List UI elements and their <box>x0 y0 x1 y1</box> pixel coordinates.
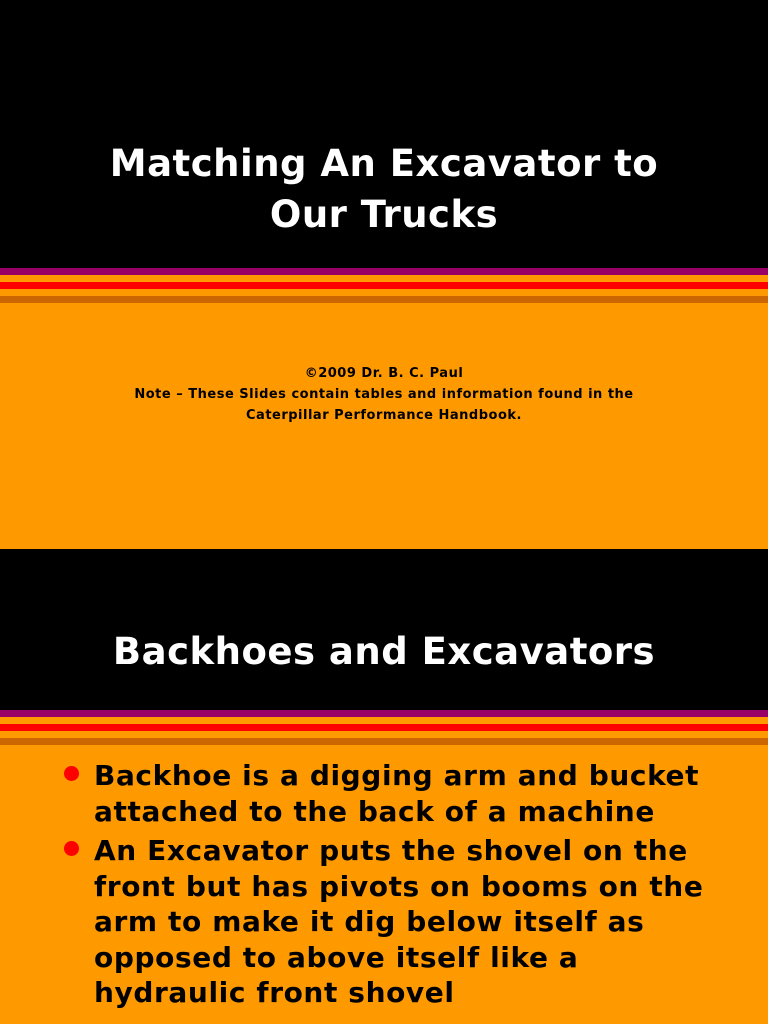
bullet-dot-icon <box>64 841 79 856</box>
stripe <box>0 282 768 289</box>
bullet-item <box>62 833 742 1011</box>
stripe <box>0 275 768 282</box>
bullet-text-line: Backhoe is a digging arm and bucket <box>94 759 700 792</box>
bullet-text-line: attached to the back of a machine <box>94 794 655 828</box>
slide-heading: Backhoes and Excavators <box>112 630 656 673</box>
bullet-list <box>62 758 742 1015</box>
copyright-note <box>0 363 768 426</box>
slide-title-heading <box>0 128 768 250</box>
note-line: Note – These Slides contain tables and information found in the <box>134 387 634 402</box>
title-line: Our Trucks <box>269 193 499 236</box>
copyright-line: ©2009 Dr. B. C. Paul <box>304 366 464 381</box>
bullet-text-line: arm to make it dig below itself as <box>94 905 645 938</box>
bullet-text-line: opposed to above itself like a <box>94 940 579 974</box>
stripe <box>0 710 768 717</box>
stripe <box>0 738 768 745</box>
bullet-text-line: hydraulic front shovel <box>94 976 455 1009</box>
decorative-stripes <box>0 710 768 745</box>
slide-backhoes <box>0 549 768 1024</box>
decorative-stripes <box>0 268 768 303</box>
stripe <box>0 731 768 738</box>
stripe <box>0 268 768 275</box>
bullet-item <box>62 758 742 829</box>
stripe <box>0 289 768 296</box>
note-line: Caterpillar Performance Handbook. <box>246 408 522 423</box>
stripe <box>0 717 768 724</box>
title-line: Matching An Excavator to <box>109 142 659 185</box>
content-panel <box>0 745 768 1024</box>
stripe <box>0 296 768 303</box>
bullet-dot-icon <box>64 766 79 781</box>
bullet-text-line: An Excavator puts the shovel on the <box>94 834 688 867</box>
bullet-text-line: front but has pivots on booms on the <box>94 869 704 903</box>
stripe <box>0 724 768 731</box>
content-panel <box>0 303 768 549</box>
